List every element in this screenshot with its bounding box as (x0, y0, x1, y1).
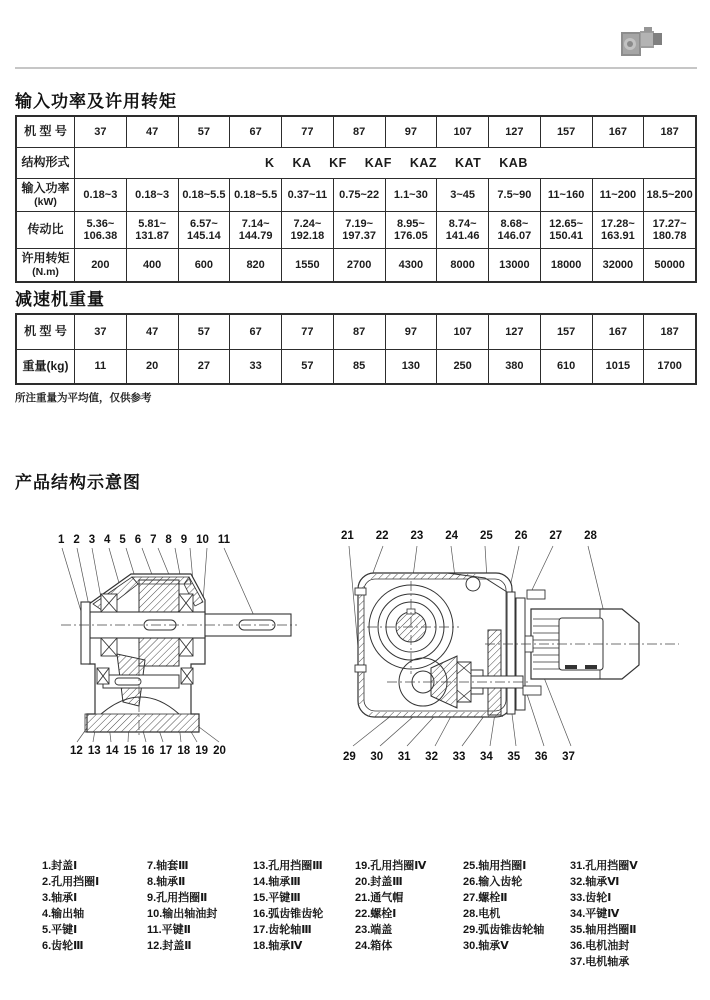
power-table-ratio-row (17, 211, 695, 248)
callout-number: 18 (177, 745, 191, 757)
input-power-cell: 0.18~5.5 (178, 179, 230, 211)
bolt-left-bottom (355, 665, 366, 672)
part-item: 31.孔用挡圈Ⅴ (570, 860, 638, 872)
model-cell: 97 (385, 315, 437, 349)
ratio-cell: 7.24~ 192.18 (281, 212, 333, 248)
part-item: 18.轴承Ⅳ (253, 940, 303, 952)
ratio-cell: 12.65~ 150.41 (540, 212, 592, 248)
part-item: 32.轴承Ⅵ (570, 876, 620, 888)
callout-number: 27 (549, 530, 563, 542)
ratio-cell: 8.95~ 176.05 (385, 212, 437, 248)
callout-number: 28 (584, 530, 597, 542)
model-cell: 57 (178, 315, 230, 349)
model-cell: 37 (74, 315, 126, 349)
model-cell: 187 (643, 315, 695, 349)
model-cell: 87 (333, 117, 385, 147)
part-item: 37.电机轴承 (570, 956, 630, 968)
callout-number: 33 (452, 751, 466, 763)
part-item: 4.输出轴 (42, 908, 85, 920)
weight-cell: 57 (281, 350, 333, 383)
part-item: 12.封盖Ⅱ (147, 940, 192, 952)
part-item: 14.轴承Ⅲ (253, 876, 301, 888)
input-power-cell: 0.75~22 (333, 179, 385, 211)
part-item: 28.电机 (463, 908, 501, 920)
torque-cell: 820 (229, 249, 281, 281)
section-title-power: 输入功率及许用转矩 (15, 92, 177, 111)
part-item: 2.孔用挡圈Ⅰ (42, 876, 100, 888)
part-item: 27.螺栓Ⅱ (463, 892, 508, 904)
callout-number: 15 (123, 745, 137, 757)
part-item: 15.平键Ⅲ (253, 892, 301, 904)
model-cell: 97 (385, 117, 437, 147)
callout-number: 17 (159, 745, 173, 757)
model-cell: 37 (74, 117, 126, 147)
part-item: 7.轴套Ⅲ (147, 860, 189, 872)
part-item: 29.弧齿锥齿轮轴 (463, 924, 545, 936)
part-item: 8.轴承Ⅱ (147, 876, 186, 888)
weight-cell: 1015 (592, 350, 644, 383)
section-title-weight: 减速机重量 (15, 290, 105, 309)
model-cell: 77 (281, 117, 333, 147)
weight-cell: 20 (126, 350, 178, 383)
callout-number: 36 (534, 751, 548, 763)
structure-value: K KA KF KAF KAZ KAT KAB (265, 156, 528, 170)
bolt-left-top (355, 588, 366, 595)
callout-number: 35 (507, 751, 521, 763)
part-item: 26.输入齿轮 (463, 876, 523, 888)
callout-number: 8 (165, 534, 172, 546)
lower-keyway-slot (115, 678, 141, 685)
part-item: 25.轴用挡圈Ⅰ (463, 860, 527, 872)
model-cell: 167 (592, 117, 644, 147)
part-item: 22.螺栓Ⅰ (355, 908, 397, 920)
model-cell: 167 (592, 315, 644, 349)
part-item: 20.封盖Ⅲ (355, 876, 403, 888)
callout-number: 1 (58, 534, 65, 546)
divider-rule (15, 67, 697, 69)
callout-number: 9 (180, 534, 188, 546)
model-header-cell: 机 型 号 (24, 324, 67, 339)
parts-column-1 (42, 858, 99, 954)
model-cell: 47 (126, 117, 178, 147)
model-cell: 157 (540, 315, 592, 349)
input-power-cell: 11~160 (540, 179, 592, 211)
callout-number: 16 (141, 745, 155, 757)
part-item: 23.端盖 (355, 924, 393, 936)
input-gear-disc-hatch (488, 630, 501, 715)
gearmotor-photo-icon (618, 22, 666, 62)
motor-foot-right (585, 665, 597, 669)
power-table-model-row (17, 117, 695, 147)
part-item: 36.电机油封 (570, 940, 630, 952)
bolt-flange-bottom (523, 686, 541, 695)
callout-number: 22 (375, 530, 389, 542)
power-table-torque-row (17, 248, 695, 281)
ratio-cell: 5.36~ 106.38 (74, 212, 126, 248)
structure-label-cell: 结构形式 (21, 155, 70, 170)
model-cell: 127 (488, 315, 540, 349)
callout-number: 29 (343, 751, 356, 763)
weight-table-weight-row (17, 349, 695, 383)
torque-cell: 50000 (643, 249, 695, 281)
model-cell: 127 (488, 117, 540, 147)
gear-unit-section-drawing (45, 532, 325, 747)
parts-column-4 (355, 858, 426, 954)
callout-number: 32 (425, 751, 438, 763)
model-cell: 107 (436, 315, 488, 349)
weight-cell: 610 (540, 350, 592, 383)
part-item: 33.齿轮Ⅰ (570, 892, 612, 904)
callouts-right-bottom (343, 751, 575, 763)
input-power-label-cell: 输入功率 (kW) (21, 181, 70, 208)
input-power-cell: 0.37~11 (281, 179, 333, 211)
model-header-cell: 机 型 号 (24, 124, 67, 139)
callout-number: 4 (104, 534, 111, 546)
parts-column-6 (570, 858, 638, 970)
weight-cell: 250 (436, 350, 488, 383)
part-item: 9.孔用挡圈Ⅱ (147, 892, 208, 904)
callout-number: 23 (410, 530, 424, 542)
torque-cell: 8000 (436, 249, 488, 281)
callout-number: 37 (562, 751, 575, 763)
callout-number: 2 (73, 534, 80, 546)
gear-unit-motor-drawing (335, 530, 705, 752)
part-item: 5.平键Ⅰ (42, 924, 78, 936)
callout-number: 7 (150, 534, 157, 546)
torque-cell: 18000 (540, 249, 592, 281)
part-item: 16.弧齿锥齿轮 (253, 908, 324, 920)
callouts-right-top (341, 530, 597, 542)
input-power-cell: 0.18~3 (126, 179, 178, 211)
callout-number: 11 (217, 534, 230, 546)
structure-value-cell (74, 148, 695, 178)
torque-cell: 600 (178, 249, 230, 281)
ratio-cell: 17.28~ 163.91 (592, 212, 644, 248)
callout-number: 21 (341, 530, 354, 542)
callout-number: 34 (479, 751, 493, 763)
callout-number: 20 (213, 745, 226, 757)
power-table (15, 115, 697, 283)
ratio-cell: 5.81~ 131.87 (126, 212, 178, 248)
input-power-cell: 0.18~5.5 (229, 179, 281, 211)
callout-number: 19 (195, 745, 209, 757)
part-item: 11.平键Ⅱ (147, 924, 191, 936)
part-item: 6.齿轮Ⅲ (42, 940, 84, 952)
power-table-input-row (17, 178, 695, 211)
section-title-diagram: 产品结构示意图 (15, 473, 141, 492)
input-power-cell: 18.5~200 (643, 179, 695, 211)
parts-column-5 (463, 858, 544, 954)
part-item: 3.轴承Ⅰ (42, 892, 78, 904)
model-cell: 187 (643, 117, 695, 147)
torque-cell: 4300 (385, 249, 437, 281)
part-item: 17.齿轮轴Ⅲ (253, 924, 312, 936)
torque-cell: 2700 (333, 249, 385, 281)
torque-cell: 200 (74, 249, 126, 281)
weight-note: 所注重量为平均值，仅供参考 (15, 392, 152, 404)
weight-cell: 27 (178, 350, 230, 383)
diagram-left (45, 532, 325, 747)
weight-cell: 130 (385, 350, 437, 383)
power-table-structure-row (17, 147, 695, 178)
input-power-cell: 0.18~3 (74, 179, 126, 211)
torque-cell: 400 (126, 249, 178, 281)
callout-number: 3 (88, 534, 96, 546)
lug-hole (466, 577, 480, 591)
callout-number: 13 (87, 745, 101, 757)
callout-number: 5 (119, 534, 126, 546)
torque-label-cell: 许用转矩 (N.m) (21, 251, 70, 278)
callout-number: 10 (196, 534, 209, 546)
bottom-flange-hatch (85, 714, 199, 732)
callout-number: 6 (134, 534, 142, 546)
part-item: 24.箱体 (355, 940, 393, 952)
end-cover-plate (81, 602, 90, 664)
part-item: 19.孔用挡圈Ⅳ (355, 860, 427, 872)
diagram-right (335, 530, 705, 752)
part-item: 10.输出轴油封 (147, 908, 218, 920)
parts-column-2 (147, 858, 217, 954)
callouts-left-bottom (70, 745, 226, 757)
weight-cell: 85 (333, 350, 385, 383)
part-item: 34.平键Ⅳ (570, 908, 620, 920)
ratio-cell: 7.14~ 144.79 (229, 212, 281, 248)
model-cell: 107 (436, 117, 488, 147)
torque-cell: 13000 (488, 249, 540, 281)
ratio-cell: 7.19~ 197.37 (333, 212, 385, 248)
callout-number: 24 (445, 530, 458, 542)
weight-cell: 380 (488, 350, 540, 383)
product-photo (618, 22, 666, 62)
ratio-label-cell: 传动比 (27, 222, 64, 237)
bolt-flange-top (527, 590, 545, 599)
model-cell: 157 (540, 117, 592, 147)
input-power-cell: 1.1~30 (385, 179, 437, 211)
callout-number: 30 (370, 751, 384, 763)
callouts-left-top (58, 534, 230, 546)
model-cell: 67 (229, 117, 281, 147)
callout-number: 25 (479, 530, 493, 542)
flange-plate-outer (507, 592, 515, 714)
callout-number: 26 (514, 530, 528, 542)
ratio-cell: 8.74~ 141.46 (436, 212, 488, 248)
gear-hatch-upper (139, 580, 179, 612)
parts-column-3 (253, 858, 323, 954)
weight-cell: 11 (74, 350, 126, 383)
ratio-cell: 8.68~ 146.07 (488, 212, 540, 248)
ratio-cell: 17.27~ 180.78 (643, 212, 695, 248)
input-power-cell: 7.5~90 (488, 179, 540, 211)
weight-cell: 33 (229, 350, 281, 383)
input-power-cell: 11~200 (592, 179, 644, 211)
part-item: 30.轴承Ⅴ (463, 940, 509, 952)
model-cell: 47 (126, 315, 178, 349)
part-item: 35.轴用挡圈Ⅱ (570, 924, 637, 936)
torque-cell: 32000 (592, 249, 644, 281)
torque-cell: 1550 (281, 249, 333, 281)
part-item: 1.封盖Ⅰ (42, 860, 78, 872)
model-cell: 77 (281, 315, 333, 349)
model-cell: 67 (229, 315, 281, 349)
callout-number: 14 (105, 745, 119, 757)
model-cell: 87 (333, 315, 385, 349)
model-cell: 57 (178, 117, 230, 147)
part-item: 21.通气帽 (355, 892, 404, 904)
weight-table-model-row (17, 315, 695, 349)
part-item: 13.孔用挡圈Ⅲ (253, 860, 323, 872)
callout-number: 12 (70, 745, 83, 757)
ratio-cell: 6.57~ 145.14 (178, 212, 230, 248)
weight-table (15, 313, 697, 385)
input-power-cell: 3~45 (436, 179, 488, 211)
motor-foot-left (565, 665, 577, 669)
callout-number: 31 (397, 751, 411, 763)
weight-label-cell: 重量(kg) (22, 358, 69, 373)
weight-cell: 1700 (643, 350, 695, 383)
